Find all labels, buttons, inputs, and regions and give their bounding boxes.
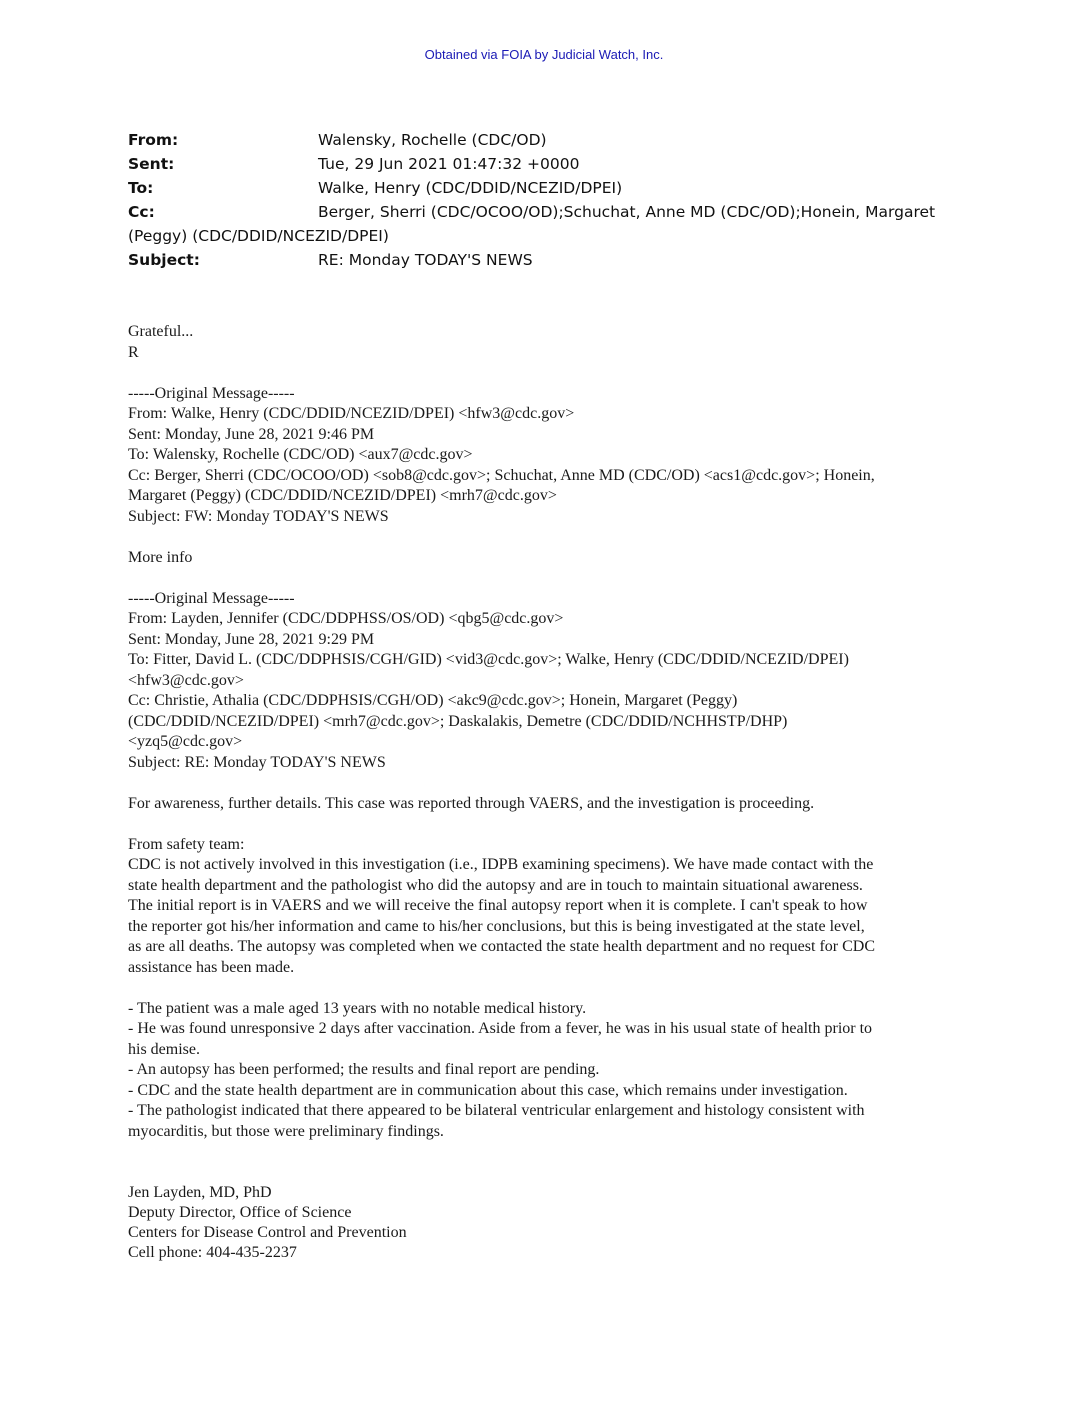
forwarded-message-1 (128, 384, 968, 589)
fwd1-cc-continued: Margaret (Peggy) (CDC/DDID/NCEZID/DPEI) <mrh7@cdc.gov> (128, 487, 557, 504)
original-message-separator: -----Original Message----- (128, 384, 295, 402)
subject-value: RE: Monday TODAY'S NEWS (318, 251, 533, 269)
fwd1-body: More info (128, 548, 193, 566)
signature-block (128, 1183, 407, 1263)
bullet-line: his demise. (128, 1040, 200, 1058)
fwd2-cc-continued: <yzq5@cdc.gov> (128, 733, 243, 750)
fwd1-subject: Subject: FW: Monday TODAY'S NEWS (128, 507, 389, 525)
from-label: From: (128, 131, 179, 149)
bullet-line: myocarditis, but those were preliminary findings. (128, 1122, 444, 1140)
fwd2-to-continued: <hfw3@cdc.gov> (128, 671, 244, 689)
safety-line: the reporter got his/her information and came to his/her conclusions, but this is being investigated at the state level, (128, 917, 865, 935)
fwd1-cc: Cc: Berger, Sherri (CDC/OCOO/OD) <sob8@cdc.gov>; Schuchat, Anne MD (CDC/OD) <acs1@cdc.gov>; Honein, (128, 466, 875, 484)
signature-title: Deputy Director, Office of Science (128, 1204, 352, 1221)
bullet-line: - CDC and the state health department are in communication about this case, which remains under investigation. (128, 1081, 848, 1099)
header-to-row (128, 176, 968, 200)
fwd1-from: From: Walke, Henry (CDC/DDID/NCEZID/DPEI) <hfw3@cdc.gov> (128, 405, 575, 422)
safety-line: CDC is not actively involved in this investigation (i.e., IDPB examining specimens). We have made contact with the (128, 856, 874, 873)
fwd2-intro: For awareness, further details. This case was reported through VAERS, and the investigation is proceeding. (128, 794, 815, 812)
email-body (128, 322, 968, 1142)
fwd1-to: To: Walensky, Rochelle (CDC/OD) <aux7@cdc.gov> (128, 446, 473, 463)
safety-line: assistance has been made. (128, 958, 295, 976)
signature-name: Jen Layden, MD, PhD (128, 1184, 272, 1201)
to-value: Walke, Henry (CDC/DDID/NCEZID/DPEI) (318, 179, 623, 197)
to-label: To: (128, 179, 154, 197)
reply-text: Grateful... (128, 323, 194, 340)
forwarded-message-2 (128, 589, 968, 1143)
bullet-line: - The patient was a male aged 13 years with no notable medical history. (128, 999, 587, 1017)
fwd2-from: From: Layden, Jennifer (CDC/DDPHSS/OS/OD) <qbg5@cdc.gov> (128, 610, 564, 627)
header-from-row (128, 128, 968, 152)
cc-value-continued: (Peggy) (CDC/DDID/NCEZID/DPEI) (128, 227, 389, 245)
fwd2-cc: Cc: Christie, Athalia (CDC/DDPHSIS/CGH/OD) <akc9@cdc.gov>; Honein, Margaret (Peggy) (128, 692, 738, 709)
original-message-separator: -----Original Message----- (128, 589, 295, 607)
from-value: Walensky, Rochelle (CDC/OD) (318, 131, 547, 149)
cc-label: Cc: (128, 203, 155, 221)
bullet-line: - The pathologist indicated that there appeared to be bilateral ventricular enlargement and histology consistent with (128, 1102, 865, 1119)
fwd1-sent: Sent: Monday, June 28, 2021 9:46 PM (128, 425, 375, 443)
reply-signoff: R (128, 343, 139, 361)
signature-phone: Cell phone: 404-435-2237 (128, 1244, 297, 1261)
cc-value: Berger, Sherri (CDC/OCOO/OD);Schuchat, Anne MD (CDC/OD);Honein, Margaret (318, 203, 936, 221)
sent-value: Tue, 29 Jun 2021 01:47:32 +0000 (318, 155, 580, 173)
signature-org: Centers for Disease Control and Prevention (128, 1224, 407, 1241)
bullet-line: - An autopsy has been performed; the results and final report are pending. (128, 1061, 600, 1078)
header-sent-row (128, 152, 968, 176)
fwd2-cc-continued: (CDC/DDID/NCEZID/DPEI) <mrh7@cdc.gov>; Daskalakis, Demetre (CDC/DDID/NCHHSTP/DHP) (128, 712, 788, 730)
fwd2-sent: Sent: Monday, June 28, 2021 9:29 PM (128, 630, 375, 648)
header-cc-row (128, 200, 968, 224)
safety-line: state health department and the pathologist who did the autopsy and are in touch to maintain situational awareness. (128, 876, 863, 894)
fwd2-subject: Subject: RE: Monday TODAY'S NEWS (128, 753, 386, 771)
safety-line: as are all deaths. The autopsy was completed when we contacted the state health department and no request for CDC (128, 938, 876, 955)
subject-label: Subject: (128, 251, 200, 269)
fwd2-to: To: Fitter, David L. (CDC/DDPHSIS/CGH/GID) <vid3@cdc.gov>; Walke, Henry (CDC/DDID/NCEZID/DPEI) (128, 651, 849, 668)
sent-label: Sent: (128, 155, 175, 173)
foia-watermark: Obtained via FOIA by Judicial Watch, Inc. (424, 47, 664, 62)
safety-line: The initial report is in VAERS and we will receive the final autopsy report when it is complete. I can't speak to how (128, 897, 868, 914)
header-subject-row (128, 248, 968, 272)
bullet-line: - He was found unresponsive 2 days after vaccination. Aside from a fever, he was in his usual state of health prior to (128, 1020, 873, 1037)
safety-heading: From safety team: (128, 835, 245, 853)
email-header (128, 128, 968, 272)
